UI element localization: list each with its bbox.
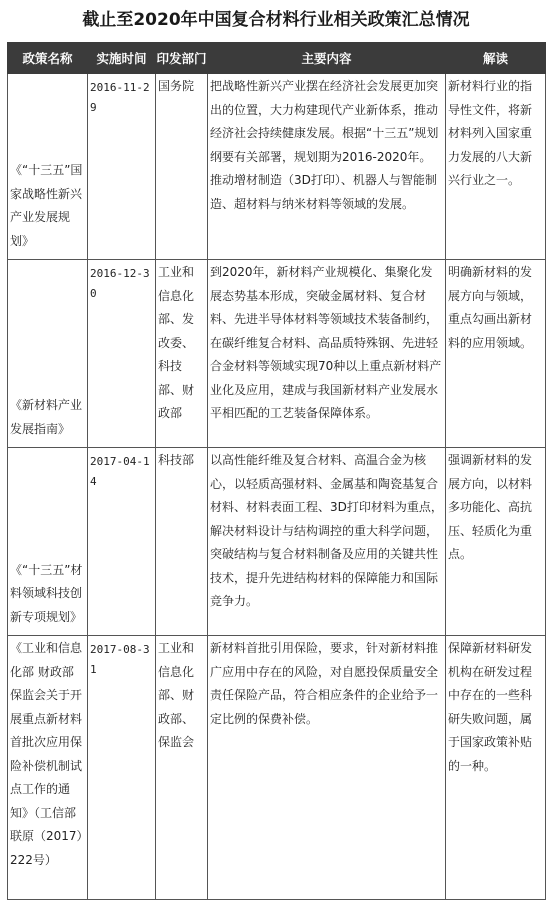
table-row <box>8 260 546 448</box>
policy-table <box>7 42 546 900</box>
header-interpretation: 解读 <box>446 43 546 74</box>
table-row <box>8 636 546 900</box>
policy-interpretation: 保障新材料研发机构在研发过程中存在的一些科研失败问题，属于国家政策补贴的一种。 <box>446 636 546 900</box>
policy-name: 《新材料产业发展指南》 <box>8 260 88 448</box>
policy-content: 以高性能纤维及复合材料、高温合金为核心，以轻质高强材料、金属基和陶瓷基复合材料、材料表面工程、3D打印材料为重点，解决材料设计与结构调控的重大科学问题，突破结构与复合材料制备及应用的关键共性技术，提升先进结构材料的保障能力和国际竞争力。 <box>208 448 446 636</box>
header-policy-name: 政策名称 <box>8 43 88 74</box>
policy-content: 到2020年，新材料产业规模化、集聚化发展态势基本形成，突破金属材料、复合材料、先进半导体材料等领域技术装备制约，在碳纤维复合材料、高品质特殊钢、先进轻合金材料等领域实现70种以上重点新材料产业化及应用，建成与我国新材料产业发展水平相匹配的工艺装备保障体系。 <box>208 260 446 448</box>
policy-name: 《“十三五”国家战略性新兴产业发展规划》 <box>8 74 88 260</box>
policy-date: 2017-04-14 <box>88 448 156 636</box>
policy-department: 工业和信息化部、财政部、保监会 <box>156 636 208 900</box>
header-date: 实施时间 <box>88 43 156 74</box>
policy-department: 工业和信息化部、发改委、科技部、财政部 <box>156 260 208 448</box>
header-department: 印发部门 <box>156 43 208 74</box>
policy-date: 2017-08-31 <box>88 636 156 900</box>
table-header-row <box>8 43 546 74</box>
policy-name: 《工业和信息化部 财政部 保监会关于开展重点新材料首批次应用保险补偿机制试点工作的通知》（工信部联原（2017）222号） <box>8 636 88 900</box>
policy-content: 把战略性新兴产业摆在经济社会发展更加突出的位置，大力构建现代产业新体系，推动经济社会持续健康发展。根据“十三五”规划纲要有关部署，规划期为2016-2020年。推动增材制造（3D打印）、机器人与智能制造、超材料与纳米材料等领域的发展。 <box>208 74 446 260</box>
policy-date: 2016-11-29 <box>88 74 156 260</box>
policy-date: 2016-12-30 <box>88 260 156 448</box>
policy-interpretation: 强调新材料的发展方向，以材料多功能化、高抗压、轻质化为重点。 <box>446 448 546 636</box>
header-content: 主要内容 <box>208 43 446 74</box>
policy-interpretation: 新材料行业的指导性文件，将新材料列入国家重力发展的八大新兴行业之一。 <box>446 74 546 260</box>
policy-interpretation: 明确新材料的发展方向与领域，重点勾画出新材料的应用领域。 <box>446 260 546 448</box>
policy-department: 科技部 <box>156 448 208 636</box>
table-row <box>8 448 546 636</box>
page-title: 截止至2020年中国复合材料行业相关政策汇总情况 <box>82 10 470 30</box>
table-row <box>8 74 546 260</box>
policy-department: 国务院 <box>156 74 208 260</box>
policy-content: 新材料首批引用保险，要求，针对新材料推广应用中存在的风险，对自愿投保质量安全责任保险产品，符合相应条件的企业给予一定比例的保费补偿。 <box>208 636 446 900</box>
policy-name: 《“十三五”材料领域科技创新专项规划》 <box>8 448 88 636</box>
